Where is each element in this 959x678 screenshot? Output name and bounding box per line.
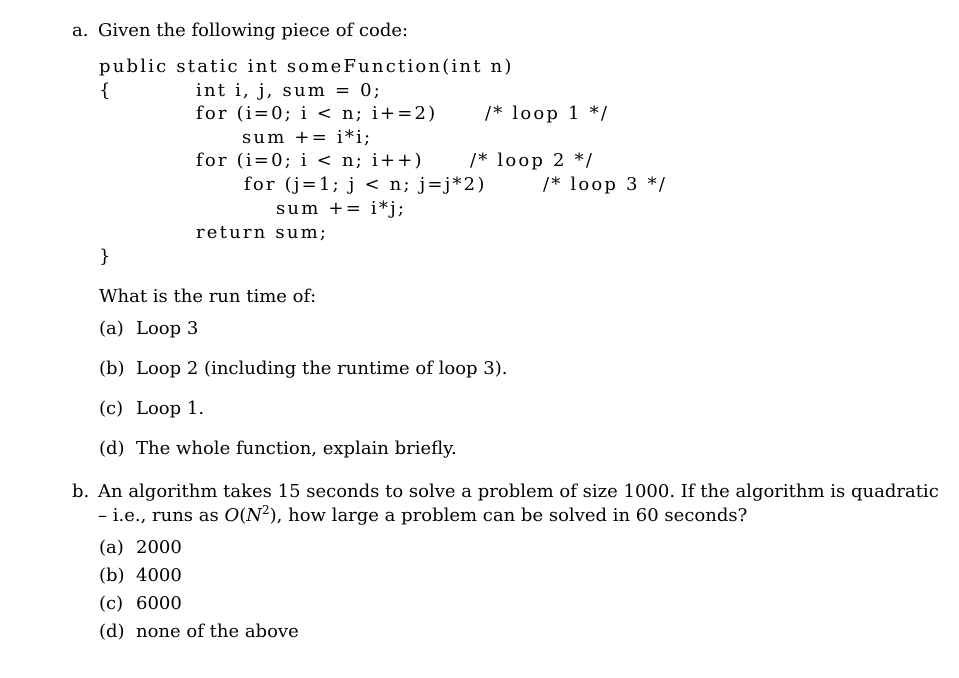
paren-open: ( — [239, 505, 247, 526]
part-b-option-text: 4000 — [136, 565, 182, 586]
part-b-line2-post: ), how large a problem can be solved in 60 seconds? — [269, 505, 748, 526]
part-b-line2 — [98, 505, 747, 527]
part-b-option-label: (d) — [99, 621, 125, 642]
part-b-option-label: (a) — [99, 537, 124, 558]
code-line-sum-ii: sum += i*i; — [242, 127, 373, 148]
part-b-label: b. — [72, 481, 90, 502]
code-line-return: return sum; — [196, 222, 329, 243]
part-b-option-text: none of the above — [136, 621, 299, 642]
code-comment-loop2: /* loop 2 */ — [470, 150, 595, 171]
part-b-line2-pre: – i.e., runs as — [98, 505, 225, 526]
part-a-option-label: (b) — [99, 358, 125, 379]
part-a-option-text: Loop 3 — [136, 318, 199, 339]
part-b-option-label: (b) — [99, 565, 125, 586]
code-comment-loop1: /* loop 1 */ — [485, 103, 610, 124]
part-a-option-text: Loop 1. — [136, 398, 205, 419]
big-o: O — [224, 505, 240, 526]
code-line-loop1: for (i=0; i < n; i+=2) — [196, 103, 438, 124]
exponent: 2 — [262, 503, 270, 517]
code-close-brace: } — [99, 246, 113, 267]
part-a-intro: Given the following piece of code: — [98, 20, 409, 41]
part-b-line1: An algorithm takes 15 seconds to solve a problem of size 1000. If the algorithm is quadratic — [98, 481, 939, 502]
part-a-option-label: (d) — [99, 438, 125, 459]
code-line-declare: int i, j, sum = 0; — [196, 80, 383, 101]
code-comment-loop3: /* loop 3 */ — [543, 174, 668, 195]
part-b-option-text: 6000 — [136, 593, 182, 614]
part-a-option-text: The whole function, explain briefly. — [136, 438, 457, 459]
part-b-option-text: 2000 — [136, 537, 182, 558]
part-a-option-label: (c) — [99, 398, 124, 419]
part-a-question: What is the run time of: — [99, 286, 317, 307]
code-open-brace: { — [99, 80, 113, 101]
code-line-loop2: for (i=0; i < n; i++) — [196, 150, 424, 171]
code-line-sum-ij: sum += i*j; — [276, 198, 407, 219]
variable-n: N — [246, 505, 263, 526]
part-b-option-label: (c) — [99, 593, 124, 614]
part-a-label: a. — [72, 20, 89, 41]
code-line-signature: public static int someFunction(int n) — [99, 56, 514, 77]
part-a-option-text: Loop 2 (including the runtime of loop 3). — [136, 358, 508, 379]
code-line-loop3: for (j=1; j < n; j=j*2) — [244, 174, 487, 195]
part-a-option-label: (a) — [99, 318, 124, 339]
